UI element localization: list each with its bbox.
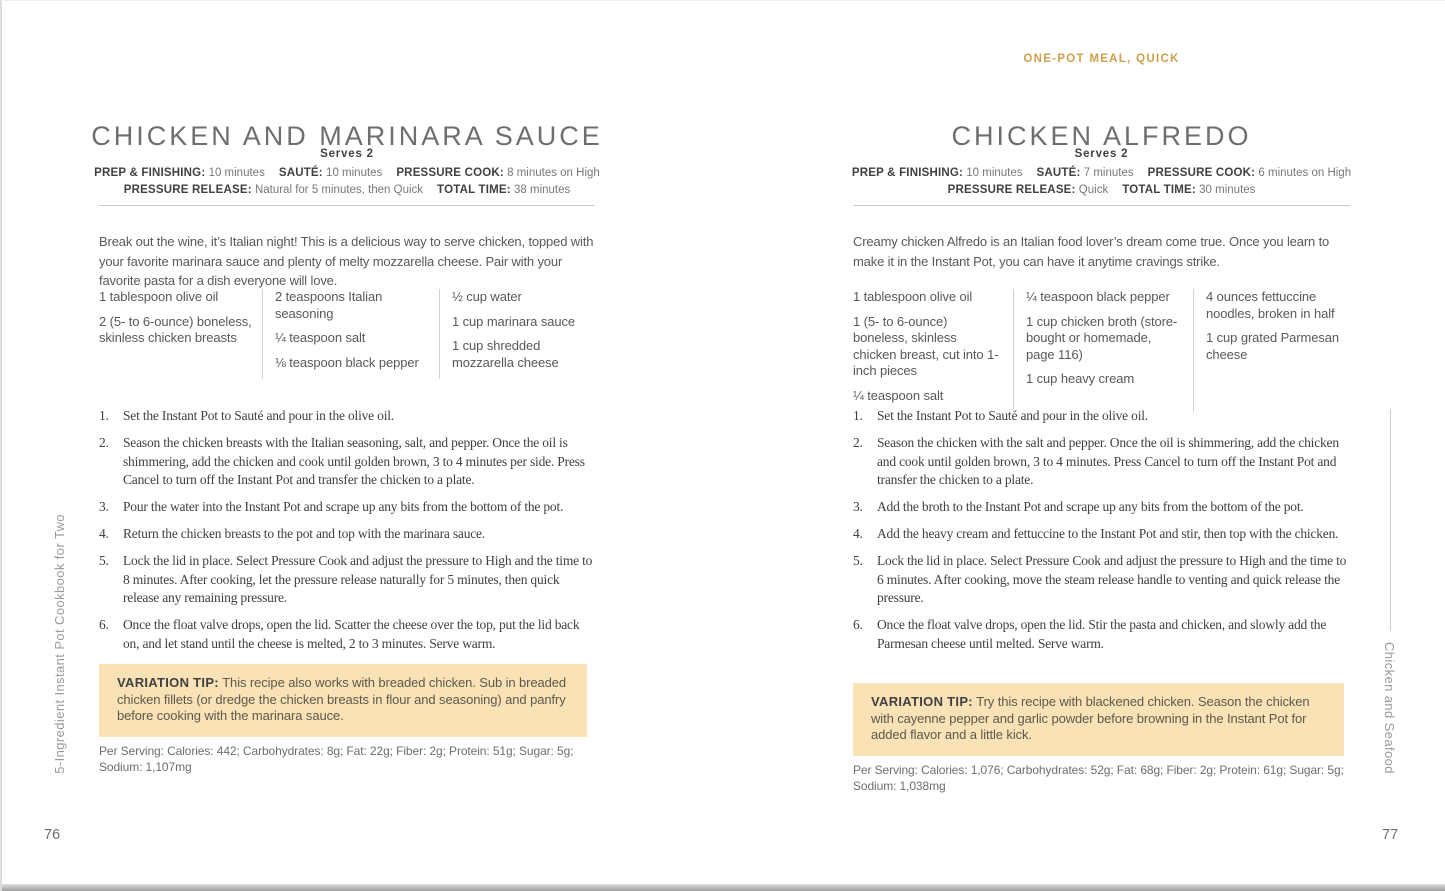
total-time-label: TOTAL TIME: <box>437 184 511 196</box>
left-nutrition: Per Serving: Calories: 442; Carbohydrates: 8g; Fat: 22g; Fiber: 2g; Protein: 51g; Sugar: 5g; Sodium: 1,107mg <box>99 744 574 774</box>
ingredient: 1 cup chicken broth (store-bought or homemade, page 116) <box>1026 313 1178 362</box>
step <box>853 552 1350 608</box>
right-description: Creamy chicken Alfredo is an Italian food lover’s dream come true. Once you learn to make it in the Instant Pot, you can have it anytime cravings strike. <box>853 234 1330 269</box>
step <box>99 552 595 608</box>
step-number: 3. <box>99 499 109 514</box>
ingredient: 1 cup grated Parmesan cheese <box>1206 330 1340 362</box>
step-number: 3. <box>853 499 863 514</box>
right-ingredients <box>853 289 1350 412</box>
saute-label: SAUTÉ: <box>1036 167 1081 179</box>
variation-tip-text: Try this recipe with blackened chicken. Season the chicken with cayenne pepper and garlic powder before browning in the Instant Pot for added flavor and a little kick. <box>871 694 1310 742</box>
right-ingredients-col1 <box>853 289 1013 412</box>
left-steps <box>99 407 595 662</box>
prep-value: 10 minutes <box>966 167 1023 179</box>
left-recipe-title: CHICKEN AND MARINARA SAUCE <box>91 121 603 152</box>
left-serves: Serves 2 <box>320 148 374 160</box>
step-number: 5. <box>853 553 863 568</box>
ingredient: 2 (5- to 6-ounce) boneless, skinless chicken breasts <box>99 313 252 345</box>
step-text: Pour the water into the Instant Pot and scrape up any bits from the bottom of the pot. <box>123 499 564 514</box>
book-title-spine-text: 5-Ingredient Instant Pot Cookbook for Two <box>52 514 67 774</box>
step-text: Lock the lid in place. Select Pressure Cook and adjust the pressure to High and the time to 8 minutes. After cooking, let the pressure release naturally for 5 minutes, then quick release any remaining pressure. <box>123 553 593 605</box>
step-text: Return the chicken breasts to the pot and top with the marinara sauce. <box>123 526 486 541</box>
right-serves: Serves 2 <box>1074 148 1129 160</box>
right-meta-line1 <box>838 165 1365 182</box>
step-number: 5. <box>99 553 109 568</box>
step <box>99 434 595 490</box>
right-divider-rule <box>853 205 1350 206</box>
step-text: Once the float valve drops, open the lid. Scatter the cheese over the top, put the lid back on, and let stand until the cheese is melted, 2 to 3 minutes. Serve warm. <box>123 617 580 651</box>
ingredient: 1 tablespoon olive oil <box>853 289 973 304</box>
step-number: 6. <box>853 617 863 632</box>
total-time-value: 38 minutes <box>514 184 571 196</box>
pressure-release-label: PRESSURE RELEASE: <box>123 184 252 196</box>
left-ingredients <box>99 289 595 379</box>
prep-label: PREP & FINISHING: <box>94 167 206 179</box>
ingredient: 1 cup shredded mozzarella cheese <box>452 338 559 370</box>
pressure-cook-value: 6 minutes on High <box>1258 167 1352 179</box>
category-tag: ONE-POT MEAL, QUICK <box>1023 53 1180 65</box>
total-time-label: TOTAL TIME: <box>1122 184 1196 196</box>
left-ingredients-col3 <box>439 289 595 379</box>
step-number: 2. <box>99 435 109 450</box>
pressure-cook-value: 8 minutes on High <box>507 167 600 179</box>
step-text: Lock the lid in place. Select Pressure Cook and adjust the pressure to High and the time to 6 minutes. After cooking, move the steam release handle to venting and quick release the pressure. <box>877 553 1347 605</box>
left-meta-line2 <box>84 182 610 199</box>
variation-tip-label: VARIATION TIP: <box>117 675 219 690</box>
step <box>99 525 595 544</box>
right-meta-block <box>838 165 1365 199</box>
screen-bottom-edge <box>2 884 1445 891</box>
total-time-value: 30 minutes <box>1199 184 1256 196</box>
left-ingredients-col2 <box>262 289 439 379</box>
left-variation-tip <box>99 664 587 737</box>
page-number-left: 76 <box>44 827 61 843</box>
saute-label: SAUTÉ: <box>278 167 323 179</box>
right-ingredients-col3 <box>1193 289 1350 412</box>
step <box>99 616 595 653</box>
pressure-cook-label: PRESSURE COOK: <box>396 167 504 179</box>
step-number: 1. <box>99 408 109 423</box>
right-meta-line2 <box>838 182 1365 199</box>
step <box>99 498 595 517</box>
saute-value: 7 minutes <box>1083 167 1134 179</box>
ingredient: 2 teaspoons Italian seasoning <box>275 289 383 321</box>
ingredient: 1 cup heavy cream <box>1026 371 1135 386</box>
right-nutrition: Per Serving: Calories: 1,076; Carbohydrates: 52g; Fat: 68g; Fiber: 2g; Protein: 61g; Sugar: 5g; Sodium: 1,038mg <box>853 763 1344 793</box>
ingredient: 4 ounces fettuccine noodles, broken in half <box>1206 289 1335 321</box>
step-text: Set the Instant Pot to Sauté and pour in the olive oil. <box>123 408 394 423</box>
variation-tip-label: VARIATION TIP: <box>871 694 973 709</box>
ingredient: ¼ teaspoon salt <box>853 387 944 403</box>
ingredient: ½ cup water <box>452 289 522 304</box>
step-number: 2. <box>853 435 863 450</box>
step <box>853 525 1350 544</box>
step-text: Add the broth to the Instant Pot and scrape up any bits from the bottom of the pot. <box>877 499 1304 514</box>
left-description: Break out the wine, it’s Italian night! This is a delicious way to serve chicken, topped with your favorite marinara sauce and plenty of melty mozzarella cheese. Pair with your favorite pasta for a dish everyone will love. <box>99 234 594 288</box>
step <box>853 407 1350 426</box>
ingredient: ¼ teaspoon salt <box>275 330 366 345</box>
ingredient: 1 cup marinara sauce <box>452 313 576 329</box>
pressure-release-value: Natural for 5 minutes, then Quick <box>254 184 424 196</box>
step <box>853 498 1350 517</box>
left-ingredients-col1 <box>99 289 262 379</box>
step-number: 4. <box>853 526 863 541</box>
step-number: 6. <box>99 617 109 632</box>
step-text: Season the chicken with the salt and pepper. Once the oil is shimmering, add the chicken and cook until golden brown, 3 to 4 minutes. Press Cancel to turn off the Instant Pot and transfer the chicken to a plate. <box>877 435 1339 487</box>
step-text: Once the float valve drops, open the lid. Stir the pasta and chicken, and slowly add the Parmesan cheese until melted. Serve warm. <box>877 617 1327 651</box>
right-recipe-title: CHICKEN ALFREDO <box>951 121 1252 152</box>
variation-tip-text: This recipe also works with breaded chicken. Sub in breaded chicken fillets (or dredge the chicken breasts in flour and seasoning) and panfry before cooking with the marinara sauce. <box>117 675 567 723</box>
pressure-release-value: Quick <box>1078 184 1109 196</box>
left-meta-block <box>84 165 610 199</box>
left-meta-line1 <box>84 165 610 182</box>
left-divider-rule <box>99 205 595 206</box>
saute-value: 10 minutes <box>326 167 383 179</box>
right-steps <box>853 407 1350 662</box>
page-number-right: 77 <box>1382 827 1399 843</box>
ingredient: ¼ teaspoon black pepper <box>1026 289 1170 304</box>
prep-label: PREP & FINISHING: <box>851 167 964 179</box>
pressure-release-label: PRESSURE RELEASE: <box>947 184 1076 196</box>
step <box>99 407 595 426</box>
step-number: 1. <box>853 408 863 423</box>
ingredient: 1 (5- to 6-ounce) boneless, skinless chicken breast, cut into 1-inch pieces <box>853 313 999 378</box>
step <box>853 616 1350 653</box>
ingredient: 1 tablespoon olive oil <box>99 289 219 304</box>
step-text: Set the Instant Pot to Sauté and pour in the olive oil. <box>877 408 1148 423</box>
right-variation-tip <box>853 683 1344 756</box>
right-ingredients-col2 <box>1013 289 1193 412</box>
step <box>853 434 1350 490</box>
chapter-spine-text: Chicken and Seafood <box>1382 642 1397 774</box>
pressure-cook-label: PRESSURE COOK: <box>1147 167 1256 179</box>
chapter-rule <box>1390 409 1391 631</box>
step-number: 4. <box>99 526 109 541</box>
prep-value: 10 minutes <box>208 167 265 179</box>
step-text: Season the chicken breasts with the Italian seasoning, salt, and pepper. Once the oil is shimmering, add the chicken and cook until golden brown, 3 to 4 minutes per side. Press Cancel to turn off the Instant Pot and transfer the chicken to a plate. <box>123 435 585 487</box>
step-text: Add the heavy cream and fettuccine to the Instant Pot and stir, then top with the chicken. <box>877 526 1339 541</box>
ingredient: ⅛ teaspoon black pepper <box>275 354 419 370</box>
